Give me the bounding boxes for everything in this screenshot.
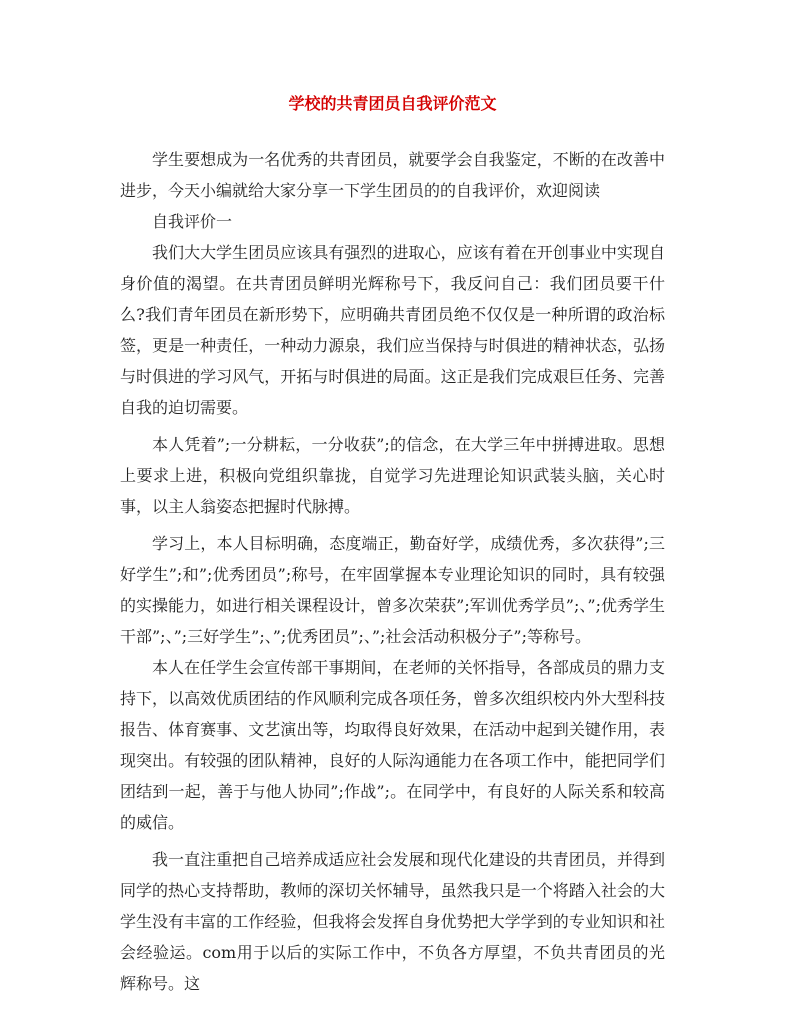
document-page — [120, 92, 665, 999]
body-paragraph-4: 本人在任学生会宣传部干事期间，在老师的关怀指导，各部成员的鼎力支持下，以高效优质团结的作风顺利完成各项任务，曾多次组织校内外大型科技报告、体育赛事、文艺演出等，均取得良好效果，在活动中起到关键作用，表现突出。有较强的团队精神，良好的人际沟通能力在各项工作中，能把同学们团结到一起，善于与他人协同”;作战”;。在同学中，有良好的人际关系和较高的威信。 — [120, 658, 665, 832]
document-title: 学校的共青团员自我评价范文 — [288, 94, 497, 113]
body-paragraph-2: 本人凭着”;一分耕耘，一分收获”;的信念，在大学三年中拼搏进取。思想上要求上进，积极向党组织靠拢，自觉学习先进理论知识武装头脑，关心时事，以主人翁姿态把握时代脉搏。 — [120, 435, 665, 516]
body-paragraph-3: 学习上，本人目标明确，态度端正，勤奋好学，成绩优秀，多次获得”;三好学生”;和”;优秀团员”;称号，在牢固掌握本专业理论知识的同时，具有较强的实操能力，如进行相关课程设计，曾多次荣获”;军训优秀学员”;、”;优秀学生干部”;、”;三好学生”;、”;优秀团员”;、”;社会活动积极分子”;等称号。 — [120, 534, 665, 646]
body-paragraph-1: 我们大大学生团员应该具有强烈的进取心，应该有着在开创事业中实现自身价值的渴望。在共青团员鲜明光辉称号下，我反问自己：我们团员要干什么?我们青年团员在新形势下，应明确共青团员绝不仅仅是一种所谓的政治标签，更是一种责任，一种动力源泉，我们应当保持与时俱进的精神状态，弘扬与时俱进的学习风气，开拓与时俱进的局面。这正是我们完成艰巨任务、完善自我的迫切需要。 — [120, 243, 665, 417]
body-paragraph-5: 我一直注重把自己培养成适应社会发展和现代化建设的共青团员，并得到同学的热心支持帮助，教师的深切关怀辅导，虽然我只是一个将踏入社会的大学生没有丰富的工作经验，但我将会发挥自身优势把大学学到的专业知识和社会经验运。com用于以后的实际工作中，不负各方厚望，不负共青团员的光辉称号。这 — [120, 850, 665, 993]
section-heading: 自我评价一 — [152, 212, 233, 231]
intro-paragraph: 学生要想成为一名优秀的共青团员，就要学会自我鉴定，不断的在改善中进步，今天小编就给大家分享一下学生团员的的自我评价，欢迎阅读 — [120, 150, 665, 200]
